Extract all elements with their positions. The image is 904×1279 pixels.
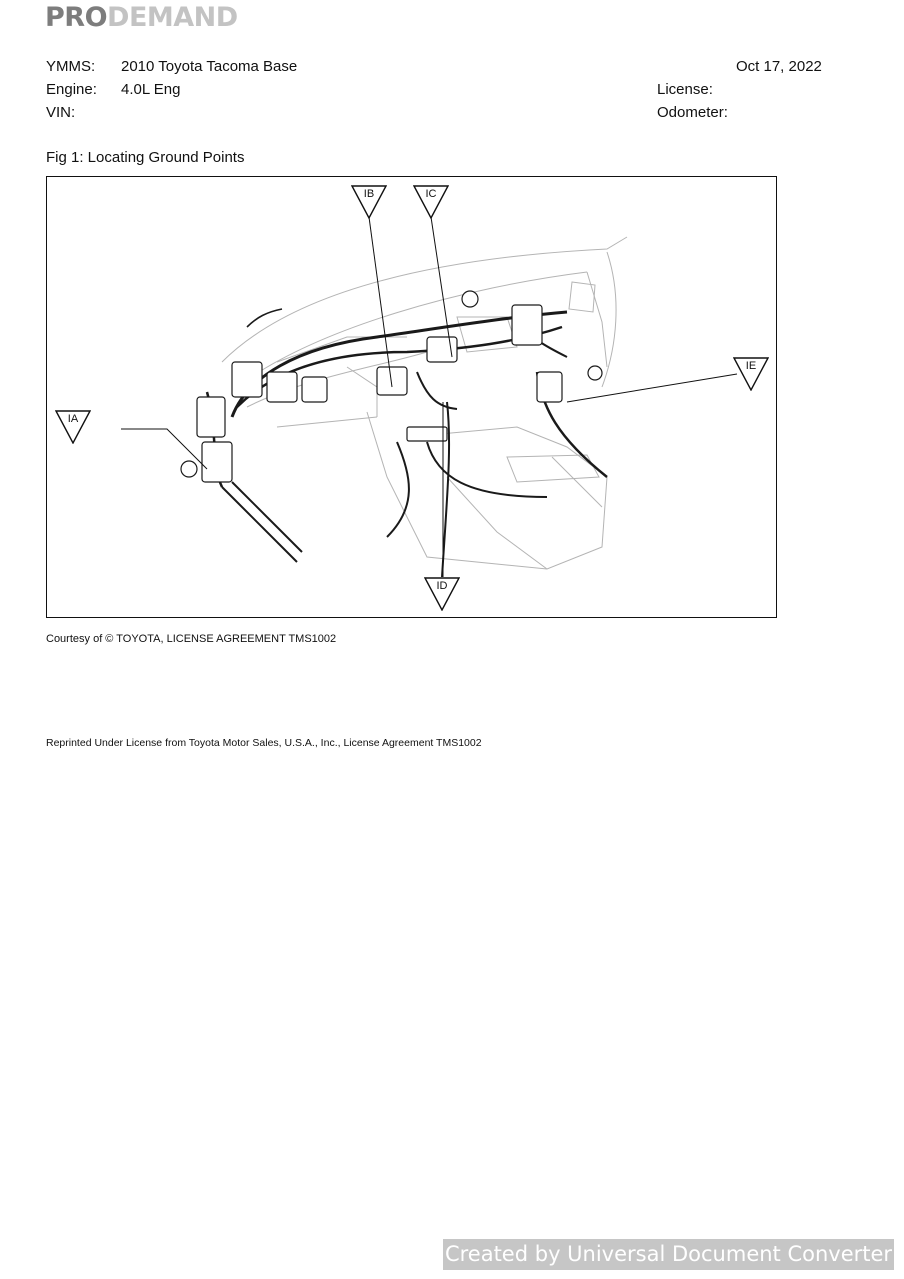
wire-harness xyxy=(207,309,607,577)
callout-ia-label: IA xyxy=(67,413,79,425)
odometer-label: Odometer: xyxy=(657,104,728,121)
dashboard-outline xyxy=(222,237,627,569)
ymms-label: YMMS: xyxy=(46,58,96,75)
prodemand-logo xyxy=(45,2,238,34)
logo-pro: PRO xyxy=(45,2,108,33)
vin-label: VIN: xyxy=(46,104,76,121)
ymms-value: 2010 Toyota Tacoma Base xyxy=(121,58,298,75)
logo-demand: DEMAND xyxy=(107,2,238,33)
callout-ic-label: IC xyxy=(425,188,437,200)
figure-title: Fig 1: Locating Ground Points xyxy=(46,149,245,166)
callout-ib-label: IB xyxy=(363,188,375,200)
dashboard-wiring-illustration xyxy=(47,177,777,618)
engine-value: 4.0L Eng xyxy=(121,81,181,98)
engine-label: Engine: xyxy=(46,81,97,98)
callout-id-icon xyxy=(424,577,460,611)
callout-ic-icon xyxy=(413,185,449,219)
callout-ie-icon xyxy=(733,357,769,391)
callout-ie-label: IE xyxy=(745,360,757,372)
report-date: Oct 17, 2022 xyxy=(736,58,822,75)
callout-ib-icon xyxy=(351,185,387,219)
ground-points-figure xyxy=(46,176,777,618)
license-label: License: xyxy=(657,81,713,98)
reprint-note: Reprinted Under License from Toyota Motor Sales, U.S.A., Inc., License Agreement TMS1002 xyxy=(46,737,482,749)
callout-ia-icon xyxy=(55,410,91,444)
courtesy-note: Courtesy of © TOYOTA, LICENSE AGREEMENT TMS1002 xyxy=(46,633,337,645)
converter-watermark: Created by Universal Document Converter xyxy=(443,1239,894,1270)
callout-id-label: ID xyxy=(436,580,448,592)
